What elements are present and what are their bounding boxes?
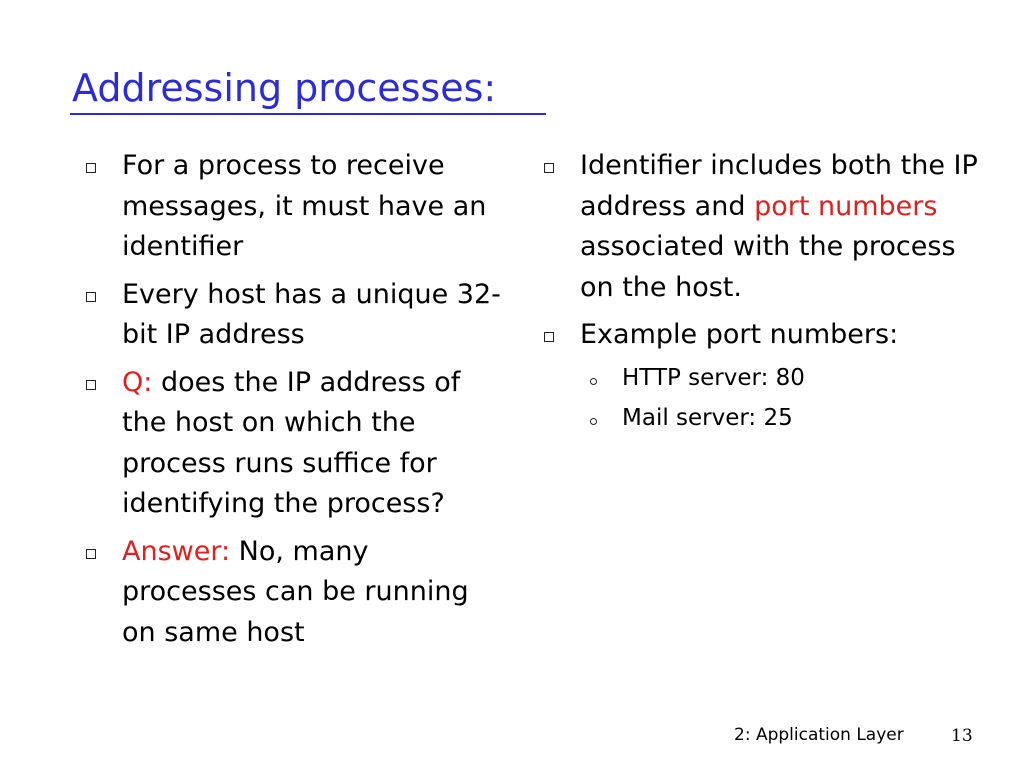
square-bullet-icon — [544, 332, 554, 342]
bullet-text: For a process to receive messages, it must have an identifier — [122, 150, 487, 262]
page-number: 13 — [951, 726, 973, 746]
bullet-item — [86, 275, 506, 356]
bullet-item — [86, 146, 506, 268]
port-numbers-highlight: port numbers — [754, 190, 938, 222]
sub-bullet-text: Mail server: 25 — [622, 404, 793, 431]
square-bullet-icon — [86, 163, 96, 173]
right-column — [544, 146, 984, 445]
answer-label: Answer: — [122, 535, 231, 567]
bullet-item — [544, 146, 984, 308]
circle-bullet-icon — [590, 378, 597, 385]
bullet-text: associated with the process on the host. — [580, 231, 956, 303]
left-bullet-list — [86, 146, 506, 653]
sub-bullet-item — [580, 398, 984, 438]
square-bullet-icon — [544, 163, 554, 173]
square-bullet-icon — [86, 292, 96, 302]
bullet-text: No, many processes can be running on same host — [122, 535, 469, 648]
bullet-text: does the IP address of the host on which the process runs suffice for identifying the process? — [122, 366, 461, 519]
bullet-item — [86, 363, 506, 525]
left-column — [86, 146, 506, 660]
bullet-item — [86, 532, 506, 654]
square-bullet-icon — [86, 380, 96, 390]
question-label: Q: — [122, 366, 153, 398]
slide-title: Addressing processes: — [72, 66, 497, 110]
bullet-text: Example port numbers: — [580, 319, 899, 350]
bullet-item — [544, 315, 984, 438]
square-bullet-icon — [86, 549, 96, 559]
sub-bullet-list — [580, 358, 984, 438]
bullet-text: Every host has a unique 32-bit IP address — [122, 278, 501, 350]
right-bullet-list — [544, 146, 984, 438]
footer-label: 2: Application Layer — [734, 725, 904, 745]
circle-bullet-icon — [590, 418, 597, 425]
sub-bullet-item — [580, 358, 984, 398]
sub-bullet-text: HTTP server: 80 — [622, 364, 805, 391]
bullet-text: Identifier includes both the IP address and — [580, 150, 978, 222]
title-underline — [70, 113, 546, 115]
